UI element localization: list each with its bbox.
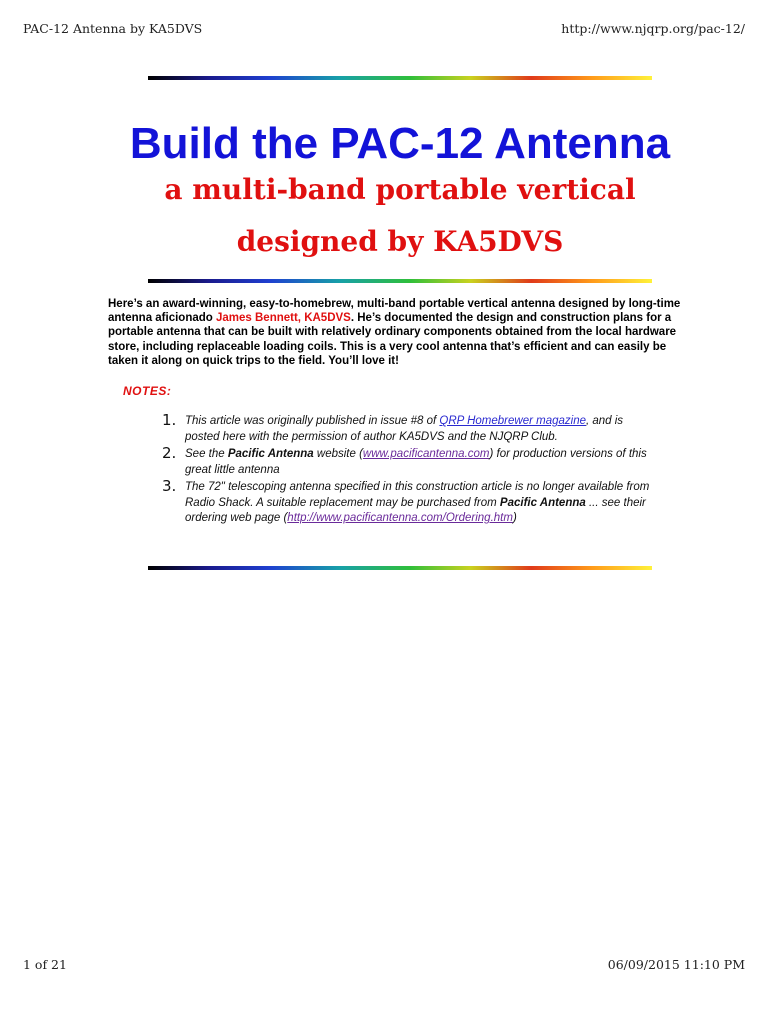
- intro-text-part-1: Here’s an award-winning, easy-to-homebrew, multi-band portable vertical antenna designed by long-time antenna aficionado: [108, 298, 681, 325]
- note-number: 3.: [162, 477, 177, 495]
- rainbow-divider: [148, 566, 652, 570]
- intro-text-part-2: . He’s documented the design and construction plans for a portable antenna that can be built with relatively ordinary components obtained from the local hardware store, including replaceable loading coils. This is a very cool antenna that’s efficient and can easily be taken it along on quick trips to the field. You’ll love it!: [108, 312, 677, 367]
- print-footer: [23, 957, 745, 975]
- note-text: See the: [185, 448, 228, 460]
- note-bold-text: Pacific Antenna: [499, 496, 586, 509]
- note-text: This article was originally published in issue #8 of: [185, 415, 440, 427]
- note-item: [160, 411, 660, 445]
- pacific-antenna-link[interactable]: www.pacificantenna.com: [362, 448, 490, 460]
- intro-paragraph: [108, 297, 682, 368]
- note-text: ... see their ordering web page (: [185, 496, 646, 524]
- page-number: 1 of 21: [23, 957, 67, 972]
- note-text: website (: [313, 448, 363, 460]
- note-number: 1.: [162, 411, 177, 429]
- note-text: ) for production versions of this great little antenna: [185, 448, 647, 476]
- note-text: , and is posted here with the permission of author KA5DVS and the NJQRP Club.: [185, 415, 624, 443]
- print-header: [23, 21, 745, 39]
- note-text: The 72" telescoping antenna specified in this construction article is no longer available from Radio Shack. A suitable replacement may be purchased from: [185, 481, 650, 509]
- author-name: James Bennett, KA5DVS: [216, 312, 351, 325]
- note-number: 2.: [162, 444, 177, 462]
- note-text: ): [512, 512, 517, 524]
- note-item: [160, 477, 660, 527]
- rainbow-divider: [148, 76, 652, 80]
- page-subtitle-line-1: a multi-band portable vertical: [164, 173, 636, 206]
- rainbow-divider: [148, 279, 652, 283]
- ordering-page-link[interactable]: http://www.pacificantenna.com/Ordering.htm: [287, 512, 513, 524]
- print-datetime: 06/09/2015 11:10 PM: [607, 957, 745, 972]
- note-bold-text: Pacific Antenna: [227, 448, 314, 460]
- notes-label: NOTES:: [123, 384, 172, 398]
- print-header-url: http://www.njqrp.org/pac-12/: [561, 21, 745, 36]
- page-title: Build the PAC-12 Antenna: [129, 119, 671, 168]
- note-item: [160, 444, 660, 478]
- qrp-homebrewer-link[interactable]: QRP Homebrewer magazine: [439, 415, 586, 427]
- print-header-title: PAC-12 Antenna by KA5DVS: [23, 21, 203, 36]
- notes-list: [160, 411, 660, 529]
- page-subtitle-line-2: designed by KA5DVS: [236, 225, 564, 258]
